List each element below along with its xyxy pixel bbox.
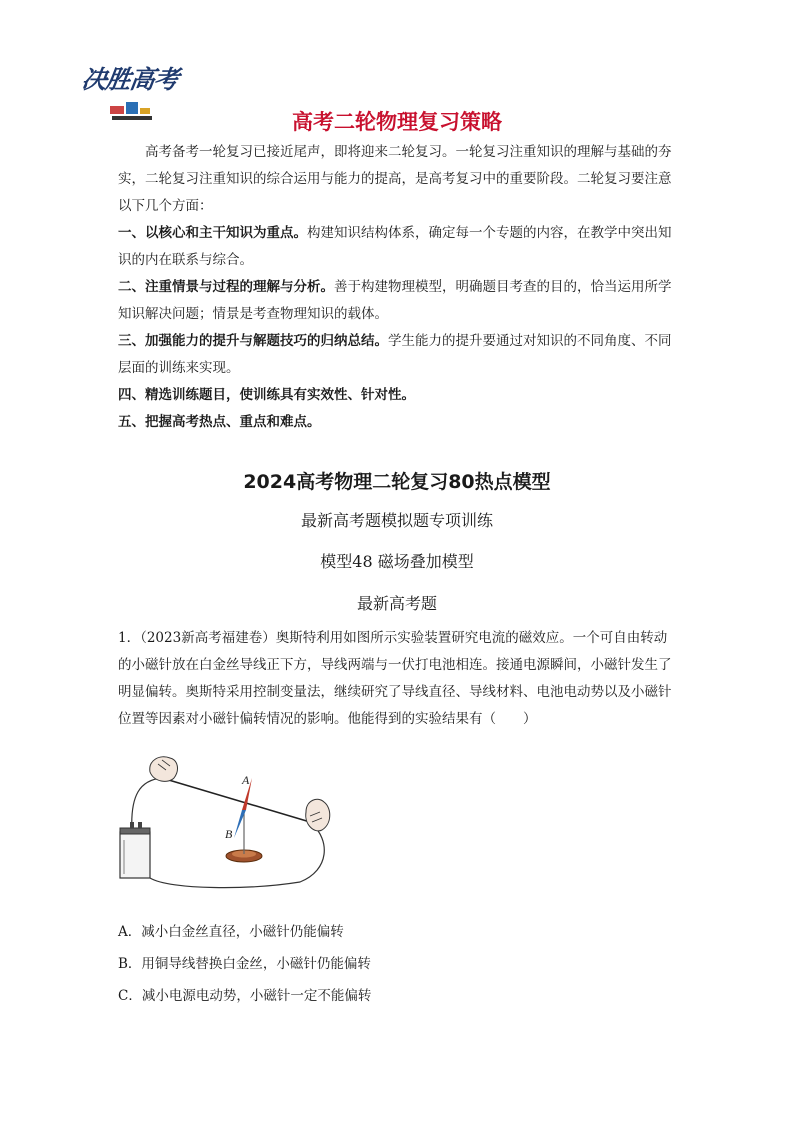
oersted-experiment-figure bbox=[110, 750, 350, 890]
point-5-heading: 五、把握高考热点、重点和难点。 bbox=[118, 414, 321, 430]
platinum-wire bbox=[162, 778, 310, 822]
point-1-text: 构建知识结构体系，确定每一个专题的内容，在教学中突出知识的内在联系与综合。 bbox=[118, 225, 672, 268]
point-2-text: 善于构建物理模型，明确题目考查的目的，恰当运用所学知识解决问题；情景是考查物理知识的载体。 bbox=[118, 279, 672, 322]
right-hand-icon bbox=[306, 799, 330, 831]
part-title: 最新高考题 bbox=[356, 594, 437, 613]
intro-paragraph: 高考备考一轮复习已接近尾声，即将迎来二轮复习。一轮复习注重知识的理解与基础的夯实，二轮复习注重知识的综合运用与能力的提高，是高考复习中的重要阶段。二轮复习要注意以下几个方面： bbox=[118, 144, 672, 214]
label-a: A bbox=[242, 773, 250, 787]
left-hand-icon bbox=[150, 757, 178, 782]
point-4-heading: 四、精选训练题目，使训练具有实效性、针对性。 bbox=[118, 387, 415, 403]
point-3-text: 学生能力的提升要通过对知识的不同角度、不同层面的训练来实现。 bbox=[118, 333, 672, 376]
point-1 bbox=[118, 220, 676, 274]
label-b: B bbox=[225, 827, 233, 841]
point-4 bbox=[118, 382, 676, 409]
option-a: A．减小白金丝直径，小磁针仍能偏转 bbox=[118, 924, 344, 940]
option-b: B．用铜导线替换白金丝，小磁针仍能偏转 bbox=[118, 956, 371, 972]
voltaic-battery-icon bbox=[120, 822, 150, 878]
model-title: 模型48 磁场叠加模型 bbox=[320, 552, 474, 571]
document-title: 高考二轮物理复习策略 bbox=[292, 110, 502, 134]
point-3 bbox=[118, 328, 676, 382]
point-2 bbox=[118, 274, 676, 328]
section-subtitle: 最新高考题模拟题专项训练 bbox=[300, 511, 493, 530]
section-main-title: 2024高考物理二轮复习80热点模型 bbox=[243, 471, 551, 493]
option-c: C．减小电源电动势，小磁针一定不能偏转 bbox=[118, 988, 372, 1004]
point-3-heading: 三、加强能力的提升与解题技巧的归纳总结。 bbox=[118, 333, 388, 349]
question-1-text: 1．（2023新高考福建卷）奥斯特利用如图所示实验装置研究电流的磁效应。一个可自由转动的小磁针放在白金丝导线正下方，导线两端与一伏打电池相连。接通电源瞬间，小磁针发生了明显偏转。奥斯特采用控制变量法，继续研究了导线直径、导线材料、电池电动势以及小磁针位置等因素对小磁针偏转情况的影响。他能得到的实验结果有（ ） bbox=[118, 630, 672, 727]
point-1-heading: 一、以核心和主干知识为重点。 bbox=[118, 225, 307, 241]
logo-text: 决胜高考 bbox=[79, 65, 180, 94]
point-5 bbox=[118, 409, 676, 436]
point-2-heading: 二、注重情景与过程的理解与分析。 bbox=[118, 279, 334, 295]
compass-needle-icon bbox=[226, 778, 262, 862]
